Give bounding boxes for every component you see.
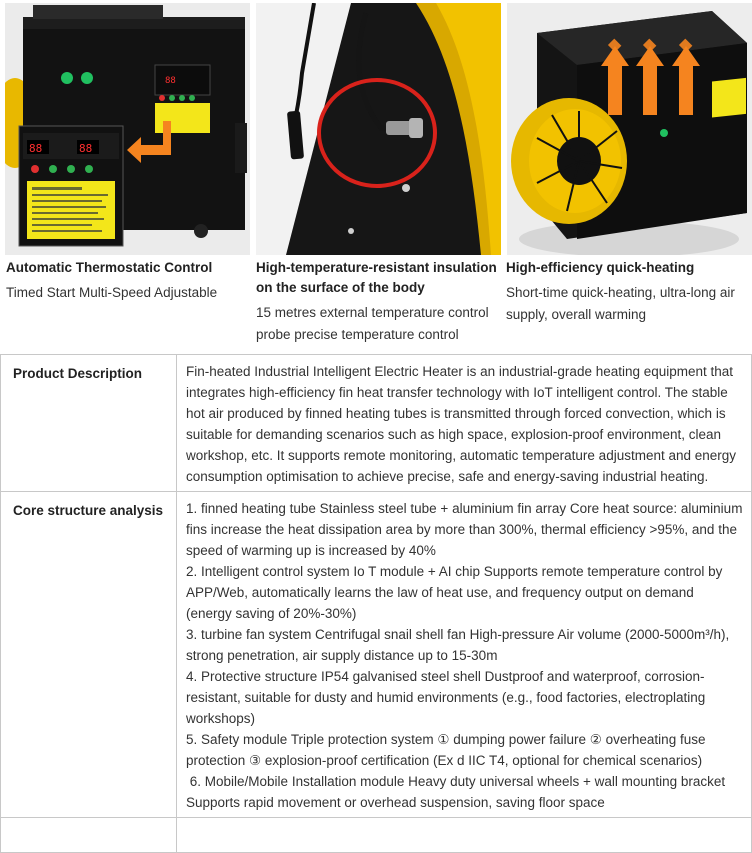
probe-illustration — [256, 3, 501, 255]
core-structure-list — [177, 492, 752, 818]
feature-subtitle: Short-time quick-heating, ultra-long air supply, overall warming — [506, 285, 735, 322]
heat-arrows-icon — [601, 46, 700, 115]
product-photos — [0, 0, 752, 350]
heater-front-illustration — [5, 3, 250, 255]
empty-cell — [1, 818, 177, 853]
table-row — [1, 355, 752, 492]
table-row — [1, 818, 752, 853]
right-display-readout: 88 — [79, 142, 93, 155]
specification-table — [0, 354, 752, 853]
table-row — [1, 492, 752, 818]
feature-insulation — [256, 258, 502, 346]
list-item: 1. finned heating tube Stainless steel tube + aluminium fin array Core heat source: aluminium fins increase the heat dissipation area by more than 300%, thermal efficiency >95%, and the speed of warming up is increased by 40% — [186, 501, 743, 558]
feature-title: High-efficiency quick-heating — [506, 260, 695, 275]
empty-cell — [177, 818, 752, 853]
list-item: 3. turbine fan system Centrifugal snail shell fan High-pressure Air volume (2000-5000m³/h), strong penetration, air supply distance up to 15-30m — [186, 627, 730, 663]
list-item: 2. Intelligent control system Io T module + AI chip Supports remote temperature control by APP/Web, automatically learns the law of heat use, and frequency output on demand (energy saving of 20%-30%) — [186, 564, 723, 621]
product-description-label: Product Description — [1, 355, 177, 492]
left-display-readout: 88 — [29, 142, 43, 155]
fan-heating-illustration — [507, 3, 752, 255]
small-display-readout: 88 — [165, 76, 176, 86]
core-structure-label: Core structure analysis — [1, 492, 177, 818]
feature-subtitle: Timed Start Multi-Speed Adjustable — [6, 285, 218, 300]
product-description-text: Fin-heated Industrial Intelligent Electric Heater is an industrial-grade heating equipment that integrates high-efficiency fin heat transfer technology with IoT intelligent control. The stable hot air produced by finned heating tubes is transmitted through forced convection, which is suitable for demanding scenarios such as high space, explosion-proof environment, clean workshop, etc. It supports remote monitoring, automatic temperature adjustment and energy consumption optimisation to achieve precise, safe and energy-saving industrial heating. — [177, 355, 752, 492]
list-item: 6. Mobile/Mobile Installation module Heavy duty universal wheels + wall mounting bracket Supports rapid movement or overhead suspension, saving floor space — [186, 774, 729, 810]
feature-quick-heating — [506, 258, 752, 326]
feature-title: High-temperature-resistant insulation on the surface of the body — [256, 260, 497, 295]
feature-thermostatic — [6, 258, 252, 304]
list-item: 4. Protective structure IP54 galvanised steel shell Dustproof and waterproof, corrosion-resistant, suitable for dusty and humid environments (e.g., food factories, electroplating workshops) — [186, 669, 706, 726]
probe-photo — [256, 3, 501, 255]
feature-subtitle: 15 metres external temperature control probe precise temperature control — [256, 305, 489, 342]
feature-title: Automatic Thermostatic Control — [6, 260, 213, 275]
fan-photo — [507, 3, 752, 255]
list-item: 5. Safety module Triple protection system ① dumping power failure ② overheating fuse protection ③ explosion-proof certification (Ex d IIC T4, optional for chemical scenarios) — [186, 732, 706, 768]
control-panel-photo — [5, 3, 250, 255]
